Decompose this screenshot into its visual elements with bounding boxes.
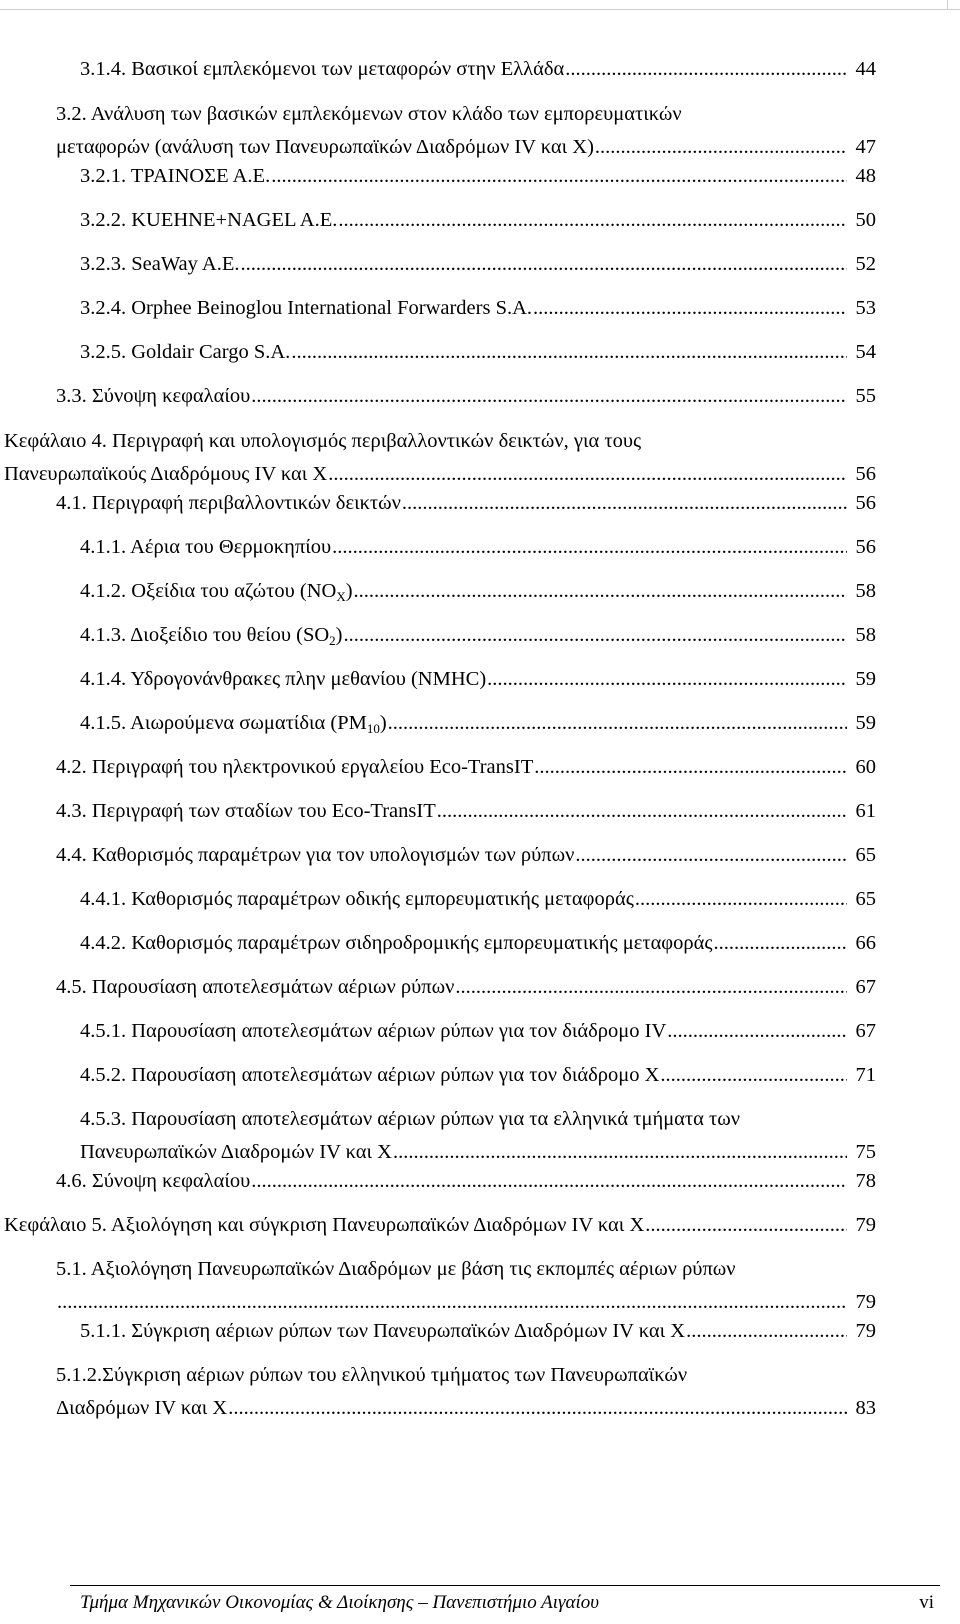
toc-entry-page: 71 <box>855 1064 876 1086</box>
toc-entry[interactable] <box>56 754 876 787</box>
toc-entry-page: 75 <box>855 1141 876 1163</box>
toc-entry-title: 4.4.2. Καθορισμός παραμέτρων σιδηροδρομικής εμπορευματικής μεταφοράς <box>80 932 713 954</box>
dot-leader <box>240 251 847 278</box>
footer-rule <box>70 1585 940 1586</box>
toc-entry-title: Πανευρωπαϊκούς Διαδρόμους IV και X <box>4 463 328 485</box>
toc-entry-page: 56 <box>855 536 876 558</box>
top-border-corner <box>947 0 948 9</box>
toc-entry-page: 47 <box>855 136 876 158</box>
toc-entry-page: 60 <box>855 756 876 778</box>
toc-entry-title: 3.2.4. Orphee Beinoglou International Forwarders S.A. <box>80 297 533 319</box>
toc-entry-page: 52 <box>855 253 876 275</box>
toc-entry[interactable] <box>80 886 876 919</box>
toc-entry-title: 4.1. Περιγραφή περιβαλλοντικών δεικτών <box>56 492 401 514</box>
top-border <box>0 9 960 10</box>
toc-entry-page: 61 <box>855 800 876 822</box>
toc-entry-page: 58 <box>855 624 876 646</box>
dot-leader <box>595 134 847 161</box>
footer-institution: Τμήμα Μηχανικών Οικονομίας & Διοίκησης – Πανεπιστήμιο Αιγαίου <box>80 1592 600 1613</box>
toc-entry[interactable] <box>4 1212 876 1245</box>
toc-entry[interactable]: 4.1.5. Αιωρούμενα σωματίδια (PM $_{10}$ ) ..... 59 <box>80 710 876 743</box>
toc-entry-title: 5.1.1. Σύγκριση αέριων ρύπων των Πανευρωπαϊκών Διαδρόμων IV και X <box>80 1320 686 1342</box>
toc-entry[interactable] <box>80 1062 876 1095</box>
toc-entry-title: 4.4. Καθορισμός παραμέτρων για τον υπολογισμών των ρύπων <box>56 844 575 866</box>
dot-leader <box>487 666 847 693</box>
toc-entry-page: 56 <box>855 463 876 485</box>
toc-entry[interactable] <box>56 490 876 523</box>
dot-leader <box>437 798 847 825</box>
toc-entry[interactable] <box>80 1018 876 1051</box>
toc-entry-page: 79 <box>855 1214 876 1236</box>
dot-leader <box>645 1212 847 1239</box>
toc-entry[interactable] <box>80 163 876 196</box>
dot-leader <box>343 622 847 649</box>
toc-entry-title: 3.2. Ανάλυση των βασικών εμπλεκόμενων στον κλάδο των εμπορευματικών <box>56 103 682 125</box>
dot-leader <box>354 578 847 605</box>
dot-leader <box>455 974 847 1001</box>
toc-entry-title: 5.1. Αξιολόγηση Πανευρωπαϊκών Διαδρόμων με βάση τις εκπομπές αέριων ρύπων <box>56 1258 736 1280</box>
toc-entry-title: 3.2.5. Goldair Cargo S.A. <box>80 341 291 363</box>
toc-entry-page: 66 <box>855 932 876 954</box>
dot-leader <box>565 56 847 83</box>
toc-entry-title: 4.1.5. Αιωρούμενα σωματίδια (PM <box>80 712 367 734</box>
dot-leader <box>388 710 847 737</box>
toc-entry-page: 65 <box>855 844 876 866</box>
toc-entry-page: 78 <box>855 1170 876 1192</box>
toc-entry-title: μεταφορών (ανάλυση των Πανευρωπαϊκών Διαδρόμων IV και X) <box>56 136 594 158</box>
toc-entry-title: 4.1.3. Διοξείδιο του θείου (SO <box>80 624 330 646</box>
toc-entry-page: 65 <box>855 888 876 910</box>
toc-entry-title: 3.3. Σύνοψη κεφαλαίου <box>56 385 251 407</box>
toc-entry-title: 4.1.4. Υδρογονάνθρακες πλην μεθανίου (NMHC) <box>80 668 487 690</box>
toc-entry[interactable] <box>56 1256 876 1322</box>
toc-entry-page: 48 <box>855 165 876 187</box>
dot-leader <box>534 754 847 781</box>
dot-leader <box>713 930 847 957</box>
toc-entry[interactable] <box>80 534 876 567</box>
toc-entry[interactable] <box>80 1106 876 1172</box>
toc-entry[interactable] <box>56 1168 876 1201</box>
toc-entry-title: 4.3. Περιγραφή των σταδίων του Eco-TransIT <box>56 800 436 822</box>
dot-leader <box>251 1168 847 1195</box>
dot-leader <box>291 339 847 366</box>
dot-leader <box>328 461 847 488</box>
toc-entry-page: 55 <box>855 385 876 407</box>
toc-entry[interactable] <box>80 930 876 963</box>
dot-leader <box>660 1062 847 1089</box>
toc-entry[interactable] <box>56 798 876 831</box>
toc-entry[interactable] <box>56 974 876 1007</box>
toc-entry-page: 58 <box>855 580 876 602</box>
toc-entry-page: 59 <box>855 668 876 690</box>
toc-entry[interactable] <box>4 428 876 494</box>
toc-entry-title: 4.5.1. Παρουσίαση αποτελεσμάτων αέριων ρύπων για τον διάδρομο IV <box>80 1020 667 1042</box>
toc-entry-title: Κεφάλαιο 4. Περιγραφή και υπολογισμός περιβαλλοντικών δεικτών, για τους <box>4 430 642 452</box>
dot-leader <box>635 886 847 913</box>
toc-entry-title: 3.2.3. SeaWay A.E. <box>80 253 240 275</box>
dot-leader <box>57 1289 847 1316</box>
toc-entry-page: 54 <box>855 341 876 363</box>
toc-entry[interactable] <box>80 56 876 89</box>
toc-entry-title: 4.5. Παρουσίαση αποτελεσμάτων αέριων ρύπων <box>56 976 455 998</box>
toc-entry-title: Πανευρωπαϊκών Διαδρομών IV και X <box>80 1141 392 1163</box>
toc-entry-page: 79 <box>855 1291 876 1313</box>
dot-leader <box>228 1395 847 1422</box>
toc-entry-title: 4.1.2. Οξείδια του αζώτου (NO <box>80 580 337 602</box>
toc-entry-title: 4.1.1. Αέρια του Θερμοκηπίου <box>80 536 332 558</box>
toc-entry-title: Κεφάλαιο 5. Αξιολόγηση και σύγκριση Πανευρωπαϊκών Διαδρόμων IV και X <box>4 1214 645 1236</box>
footer-page-number: vi <box>919 1592 934 1613</box>
toc-entry-page: 50 <box>855 209 876 231</box>
dot-leader <box>686 1318 847 1345</box>
dot-leader <box>393 1139 847 1166</box>
toc-entry-title-end: ) <box>345 580 353 602</box>
dot-leader <box>338 207 847 234</box>
toc-entry-page: 83 <box>855 1397 876 1419</box>
toc-entry[interactable] <box>80 339 876 372</box>
dot-leader <box>332 534 847 561</box>
toc-entry-title-end: ) <box>379 712 387 734</box>
dot-leader <box>271 163 847 190</box>
dot-leader <box>251 383 847 410</box>
toc-entry-title-end: ) <box>335 624 343 646</box>
toc-entry-title: 4.4.1. Καθορισμός παραμέτρων οδικής εμπορευματικής μεταφοράς <box>80 888 634 910</box>
dot-leader <box>533 295 847 322</box>
toc-entry-title: 4.2. Περιγραφή του ηλεκτρονικού εργαλείου Eco-TransIT <box>56 756 534 778</box>
toc-entry-title: 3.2.1. ΤΡΑΙΝΟΣΕ Α.Ε. <box>80 165 271 187</box>
toc-entry[interactable] <box>80 666 876 699</box>
dot-leader <box>402 490 847 517</box>
toc-entry-page: 53 <box>855 297 876 319</box>
toc-entry-page: 59 <box>855 712 876 734</box>
toc-entry-title: 5.1.2.Σύγκριση αέριων ρύπων του ελληνικού τμήματος των Πανευρωπαϊκών <box>56 1364 688 1386</box>
toc-entry[interactable] <box>56 101 876 167</box>
toc-entry[interactable] <box>80 207 876 240</box>
toc-entry-page: 79 <box>855 1320 876 1342</box>
toc-entry-title: 4.5.2. Παρουσίαση αποτελεσμάτων αέριων ρύπων για τον διάδρομο X <box>80 1064 660 1086</box>
toc-entry-title: 3.1.4. Βασικοί εμπλεκόμενοι των μεταφορών στην Ελλάδα <box>80 58 565 80</box>
toc-entry-title: Διαδρόμων IV και X <box>56 1397 228 1419</box>
dot-leader <box>575 842 847 869</box>
toc-entry[interactable] <box>56 842 876 875</box>
toc-entry[interactable] <box>56 383 876 416</box>
toc-entry-page: 56 <box>855 492 876 514</box>
toc-entry-title: 3.2.2. KUEHNE+NAGEL A.E. <box>80 209 338 231</box>
toc-entry[interactable] <box>56 1362 876 1428</box>
toc-entry[interactable] <box>80 1318 876 1351</box>
toc-entry-title: 4.6. Σύνοψη κεφαλαίου <box>56 1170 251 1192</box>
toc-entry[interactable] <box>80 295 876 328</box>
toc-entry-title: 4.5.3. Παρουσίαση αποτελεσμάτων αέριων ρύπων για τα ελληνικά τμήματα των <box>80 1108 741 1130</box>
toc-entry[interactable] <box>80 251 876 284</box>
toc-entry[interactable]: 4.1.3. Διοξείδιο του θείου (SO $_2$ ) ..... 58 <box>80 622 876 655</box>
dot-leader <box>667 1018 847 1045</box>
toc-entry[interactable]: 4.1.2. Οξείδια του αζώτου (NO $_X$ ) ..... 58 <box>80 578 876 611</box>
toc-entry-page: 67 <box>855 976 876 998</box>
toc-entry-page: 67 <box>855 1020 876 1042</box>
toc-entry-page: 44 <box>855 58 876 80</box>
